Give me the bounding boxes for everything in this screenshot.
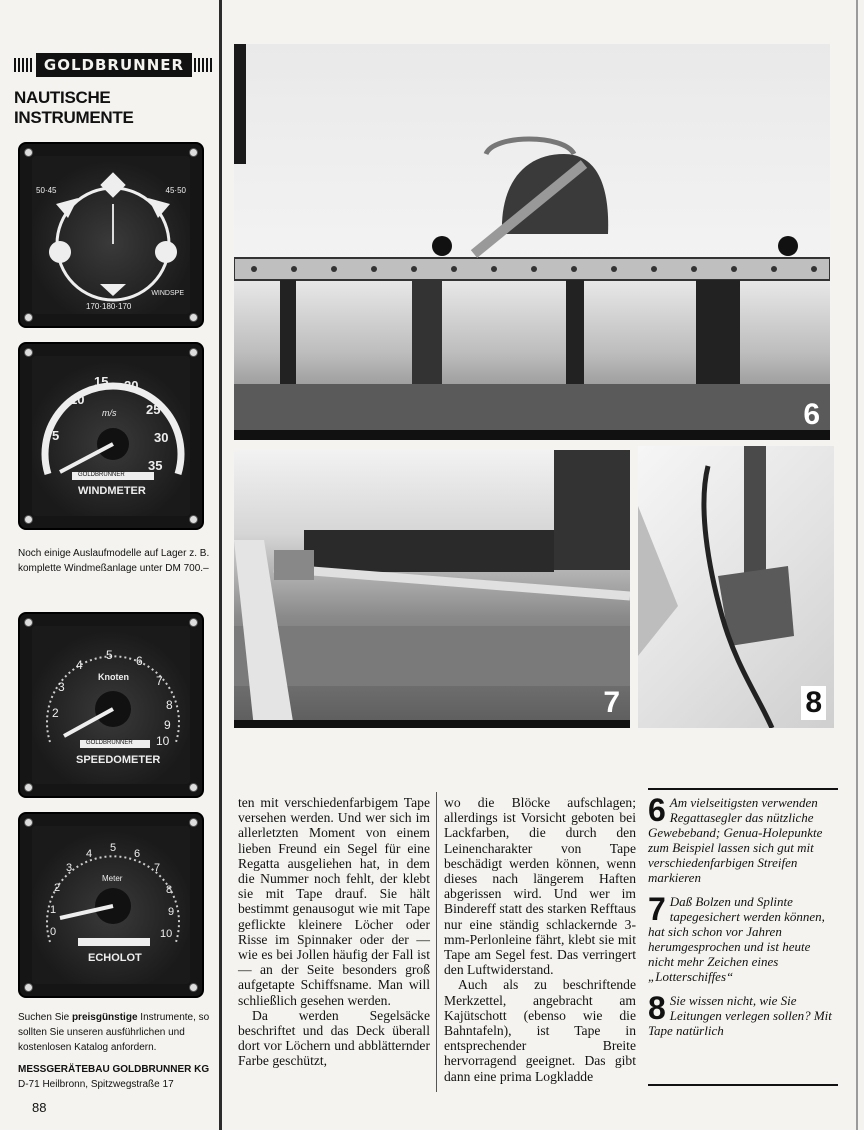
caption-text: Daß Bolzen und Splinte tapegesichert werden können, hat sich schon vor Jahren herumgesprochen und ist heute nicht mehr Zeichen eines „Lotterschiffes“: [648, 894, 825, 984]
caption-number: 8: [648, 990, 666, 1026]
caption-7: [648, 891, 838, 984]
tick-label: 2: [52, 706, 59, 720]
tick-label: 1: [50, 904, 57, 916]
photo-number: 7: [603, 686, 620, 719]
article-paragraph: Auch als zu beschriftende Merkzettel, angebracht am Kajütschott (ebenso wie die Bahntafeln), ist Tape in entsprechender Breite hervorragend geeignet. Das gibt dann eine prima Logkladde: [444, 977, 636, 1084]
tick-label: 20: [124, 378, 139, 393]
tick-label: 15: [94, 374, 109, 389]
ad-note-2-post: Instrumente, so sollten Sie unseren ausführlichen und kostenlosen Katalog anfordern.: [18, 1012, 210, 1053]
article-column-2: [444, 795, 636, 1084]
tick-label: 7: [156, 674, 163, 688]
wind-direction-instrument: [18, 142, 204, 328]
photo-6: [234, 44, 830, 440]
photo-7: [234, 450, 630, 728]
caption-number: 6: [648, 792, 666, 828]
instrument-name: WINDMETER: [78, 485, 146, 497]
windmeter-dial: [20, 344, 206, 532]
tick-label: 10: [70, 392, 85, 407]
photo-captions: [648, 792, 838, 1047]
caption-text: Sie wissen nicht, wie Sie Leitungen verlegen sollen? Mit Tape natürlich: [648, 993, 832, 1038]
ad-note-2-bold: preisgünstige: [71, 1012, 138, 1023]
tick-label: 10: [156, 734, 170, 748]
ad-title: NAUTISCHE INSTRUMENTE: [14, 88, 134, 127]
goldbrunner-logo: [14, 52, 214, 78]
ad-address: D-71 Heilbronn, Spitzwegstraße 17: [18, 1079, 174, 1090]
tick-label: 10: [160, 928, 173, 940]
caption-text: Am vielseitigsten verwenden Regattasegler das nützliche Gewebeband; Genua-Holepunkte zum Beispiel lassen sich gut mit verschiedenfarbigen Streifen markieren: [648, 795, 823, 885]
tick-label: 35: [148, 458, 163, 473]
page-number: 88: [32, 1100, 47, 1115]
article-paragraph: ten mit verschiedenfarbigem Tape versehen werden. Und wer sich im allerletzten Moment von einem lieben Freund ein Segel für eine Regatta ausgeliehen hat, in dem die Nummer noch fehlt, der klebt sie mit Tape drauf. Sie hält bestimmt genausogut wie mit Tape geflickte kleinere Löcher oder Risse im Spinnaker oder der — wie es bei Jollen häufig der Fall ist — an der Seite besonders groß aufgetapte Schiffsname. Man will schließlich gesehen werden.: [238, 795, 430, 1008]
tick-label: 2: [54, 882, 61, 894]
depth-unit: Meter: [102, 874, 123, 883]
echolot-instrument: [18, 812, 204, 998]
tick-label: 4: [76, 658, 83, 672]
tick-label: 5: [52, 428, 60, 443]
logo-text: GOLDBRUNNER: [36, 53, 192, 77]
tick-label: 3: [58, 680, 65, 694]
tick-label: 5: [110, 842, 117, 854]
page-gutter: [219, 0, 222, 1130]
ad-company: MESSGERÄTEBAU GOLDBRUNNER KG: [18, 1064, 210, 1075]
ad-note-2-pre: Suchen Sie: [18, 1012, 72, 1023]
logo-bars-left: [14, 58, 34, 72]
tick-label: 0: [50, 926, 57, 938]
speed-unit: Knoten: [98, 672, 129, 682]
ad-note-1: Noch einige Auslaufmodelle auf Lager z. B. komplette Windmeßanlage unter DM 700.–: [18, 548, 210, 574]
photo-number: 8: [801, 686, 826, 720]
speedometer-instrument: [18, 612, 204, 798]
logo-bars-right: [194, 58, 214, 72]
article-paragraph: wo die Blöcke aufschlagen; allerdings ist Vorsicht geboten bei Lackfarben, die durch den Leinencharakter von Tape beschädigt werden können, wenn dieses nach längerem Haften abgerissen wird. Und wer im Bindereff statt des starken Refftaus nur eine ständig schlackernde 3-mm-Perlonleine fährt, klebt sie mit Tape am Segel fest. Das verringert den Luftwiderstand.: [444, 795, 636, 978]
caption-rule-bottom: [648, 1084, 838, 1086]
caption-number: 7: [648, 891, 666, 927]
tick-label: 9: [164, 718, 171, 732]
tick-label: 8: [166, 884, 173, 896]
caption-8: [648, 990, 838, 1038]
instrument-name: ECHOLOT: [88, 952, 142, 964]
tick-label: 6: [136, 654, 143, 668]
windmeter-instrument: [18, 342, 204, 530]
tick-label: 6: [134, 848, 141, 860]
instrument-name: SPEEDOMETER: [76, 754, 161, 766]
brand-small: GOLDBRUNNER: [78, 472, 125, 478]
tick-label: 9: [168, 906, 175, 918]
caption-rule-top: [648, 788, 838, 790]
scale-left-label: 50·45: [36, 186, 57, 195]
tick-label: 8: [166, 698, 173, 712]
brand-small: GOLDBRUNNER: [86, 740, 133, 746]
ad-note-2: [18, 1010, 212, 1055]
tick-label: 5: [106, 648, 113, 662]
scale-bottom-label: 170·180·170: [86, 302, 132, 311]
tick-label: 4: [86, 848, 93, 860]
speedometer-dial: [20, 614, 206, 800]
photo-8: [638, 446, 834, 728]
tick-label: 25: [146, 402, 161, 417]
brand-label: WINDSPE: [151, 290, 184, 297]
photo-6-image: [234, 44, 830, 440]
photo-7-image: [234, 450, 630, 728]
tick-label: 3: [66, 862, 73, 874]
page-edge: [856, 0, 858, 1130]
column-divider: [436, 792, 437, 1092]
advertisement: [14, 52, 214, 128]
article-paragraph: Da werden Segelsäcke beschriftet und das Deck überall dort vor Löchern und abblätternder Farbe geschützt,: [238, 1007, 430, 1069]
scale-right-label: 45·50: [165, 186, 186, 195]
windmeter-unit: m/s: [102, 408, 117, 418]
caption-6: [648, 792, 838, 885]
tick-label: 30: [154, 430, 169, 445]
photo-number: 6: [803, 398, 820, 431]
article-column-1: [238, 795, 430, 1069]
tick-label: 7: [154, 862, 161, 874]
